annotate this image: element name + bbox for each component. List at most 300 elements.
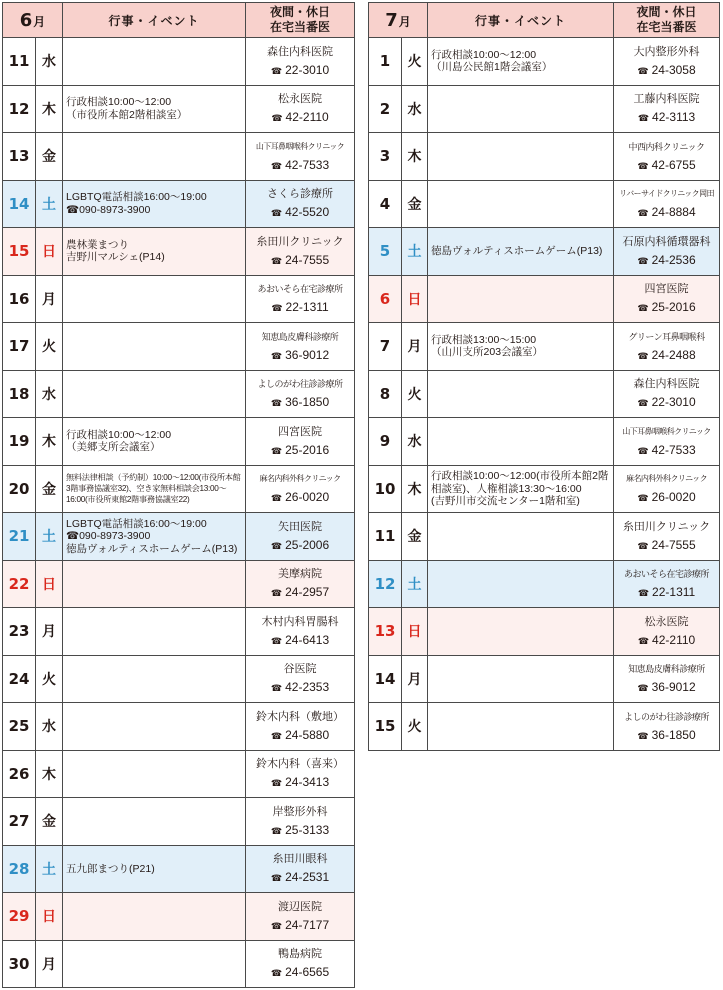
- event-text: 五九郎まつり(P21): [66, 862, 155, 875]
- doctor-phone: [246, 488, 354, 507]
- weekday: 土: [36, 180, 63, 228]
- day-row: [369, 180, 720, 228]
- telephone-icon: ☎: [637, 635, 650, 646]
- event-text: LGBTQ電話相談16:00～19:00 ☎090-8973-3900: [66, 191, 207, 216]
- event-text: 行政相談10:00～12:00 （美郷支所会議室）: [66, 428, 172, 454]
- weekday: 金: [36, 465, 63, 513]
- doctor-name: あおいそら在宅診療所: [624, 569, 710, 580]
- doctor-phone: [614, 298, 719, 317]
- doctor-name: 鈴木内科（喜来）: [256, 758, 345, 771]
- doctor-name: 松永医院: [644, 615, 689, 628]
- doctor-name: 山下耳鼻咽喉科クリニック: [255, 141, 345, 151]
- event-cell: [63, 750, 246, 798]
- day-row: [369, 38, 720, 86]
- day-number: 5: [369, 228, 402, 276]
- weekday: 水: [402, 418, 428, 466]
- day-row: [369, 608, 720, 656]
- weekday: 金: [402, 513, 428, 561]
- day-row: [369, 275, 720, 323]
- on-duty-doctor-cell: [614, 608, 720, 656]
- doctor-phone: [246, 203, 354, 222]
- telephone-icon: ☎: [270, 445, 283, 456]
- weekday: 日: [402, 275, 428, 323]
- weekday: 木: [402, 465, 428, 513]
- day-number: 12: [3, 85, 36, 133]
- day-row: [3, 465, 355, 513]
- phone-number: 42-5520: [285, 205, 330, 220]
- event-text: 行政相談13:00～15:00 （山川支所203会議室）: [431, 333, 544, 359]
- day-number: 22: [3, 560, 36, 608]
- day-number: 11: [369, 513, 402, 561]
- on-duty-doctor-cell: [246, 845, 355, 893]
- july-table-body: [369, 38, 720, 751]
- weekday: 火: [402, 38, 428, 86]
- doctor-name: さくら診療所: [267, 188, 334, 201]
- doctor-name: 知恵島皮膚科診療所: [261, 331, 339, 342]
- doctor-phone: [246, 583, 354, 602]
- event-cell: [63, 703, 246, 751]
- on-duty-doctor-cell: [246, 133, 355, 181]
- doctor-name: 糸田川クリニック: [622, 520, 711, 533]
- on-duty-doctor-cell: [246, 513, 355, 561]
- doctor-phone: [246, 963, 354, 982]
- july-month-header: [369, 3, 428, 38]
- event-cell: [63, 798, 246, 846]
- event-cell: [428, 133, 614, 181]
- phone-number: 24-7555: [651, 537, 696, 552]
- telephone-icon: ☎: [270, 873, 283, 884]
- phone-number: 22-1311: [652, 585, 696, 600]
- weekday: 土: [402, 228, 428, 276]
- phone-number: 24-8884: [651, 205, 696, 220]
- event-cell: [428, 608, 614, 656]
- on-duty-doctor-cell: [614, 85, 720, 133]
- day-number: 18: [3, 370, 36, 418]
- doctor-header-line1: 夜間・休日: [636, 5, 697, 19]
- doctor-name: 山下耳鼻咽喉科クリニック: [622, 426, 711, 436]
- doctor-column-header: [246, 3, 355, 38]
- telephone-icon: ☎: [637, 398, 649, 409]
- event-cell: [63, 370, 246, 418]
- weekday: 火: [402, 370, 428, 418]
- day-number: 29: [3, 893, 36, 941]
- doctor-phone: [246, 678, 354, 697]
- day-row: [3, 370, 355, 418]
- doctor-phone: [246, 916, 354, 935]
- on-duty-doctor-cell: [246, 893, 355, 941]
- event-cell: [428, 180, 614, 228]
- doctor-phone: [246, 726, 354, 745]
- telephone-icon: ☎: [270, 255, 283, 266]
- event-cell: [63, 85, 246, 133]
- telephone-icon: ☎: [637, 683, 649, 694]
- telephone-icon: ☎: [270, 825, 283, 836]
- weekday: 火: [402, 703, 428, 751]
- event-cell: [428, 418, 614, 466]
- doctor-phone: [614, 536, 719, 555]
- phone-number: 24-7555: [285, 252, 330, 267]
- weekday: 金: [36, 798, 63, 846]
- day-number: 26: [3, 750, 36, 798]
- june-month-header: [3, 3, 63, 38]
- doctor-header-line2: 在宅当番医: [270, 20, 331, 34]
- doctor-phone: [614, 108, 719, 127]
- day-number: 14: [369, 655, 402, 703]
- day-row: [369, 370, 720, 418]
- event-cell: [428, 275, 614, 323]
- day-row: [369, 133, 720, 181]
- day-number: 30: [3, 940, 36, 988]
- june-table-body: [3, 38, 355, 988]
- telephone-icon: ☎: [637, 113, 650, 124]
- on-duty-doctor-cell: [614, 38, 720, 86]
- on-duty-doctor-cell: [614, 180, 720, 228]
- telephone-icon: ☎: [270, 683, 283, 694]
- on-duty-doctor-cell: [246, 323, 355, 371]
- doctor-column-header: [614, 3, 720, 38]
- event-text: LGBTQ電話相談16:00～19:00 ☎090-8973-3900 徳島ヴォルティスホームゲーム(P13): [66, 517, 238, 555]
- doctor-name: 糸田川眼科: [272, 853, 328, 866]
- weekday: 日: [36, 560, 63, 608]
- doctor-name: 工藤内科医院: [633, 93, 700, 106]
- day-number: 13: [369, 608, 402, 656]
- on-duty-doctor-cell: [614, 133, 720, 181]
- doctor-phone: [246, 346, 354, 365]
- on-duty-doctor-cell: [246, 608, 355, 656]
- day-number: 28: [3, 845, 36, 893]
- telephone-icon: ☎: [270, 540, 283, 551]
- doctor-name: 木村内科胃腸科: [261, 615, 339, 628]
- phone-number: 24-2488: [651, 347, 696, 362]
- day-row: [3, 180, 355, 228]
- on-duty-doctor-cell: [614, 513, 720, 561]
- day-row: [3, 418, 355, 466]
- phone-number: 42-7533: [651, 442, 696, 457]
- weekday: 木: [36, 418, 63, 466]
- doctor-name: 麻名内科外科クリニック: [259, 474, 341, 484]
- telephone-icon: ☎: [637, 208, 649, 219]
- event-cell: [63, 275, 246, 323]
- phone-number: 24-5880: [285, 727, 330, 742]
- event-cell: [63, 513, 246, 561]
- phone-number: 36-9012: [651, 680, 696, 695]
- on-duty-doctor-cell: [614, 370, 720, 418]
- telephone-icon: ☎: [270, 588, 283, 599]
- on-duty-doctor-cell: [246, 750, 355, 798]
- doctor-name: あおいそら在宅診療所: [257, 284, 343, 295]
- event-cell: [63, 655, 246, 703]
- on-duty-doctor-cell: [246, 655, 355, 703]
- doctor-phone: [614, 251, 719, 270]
- doctor-phone: [614, 61, 719, 80]
- telephone-icon: ☎: [270, 65, 283, 76]
- day-row: [3, 560, 355, 608]
- doctor-name: 森住内科医院: [633, 378, 700, 391]
- telephone-icon: ☎: [637, 493, 649, 504]
- telephone-icon: ☎: [270, 730, 283, 741]
- day-row: [369, 228, 720, 276]
- telephone-icon: ☎: [271, 113, 283, 124]
- on-duty-doctor-cell: [246, 370, 355, 418]
- on-duty-doctor-cell: [246, 275, 355, 323]
- day-row: [3, 513, 355, 561]
- phone-number: 24-2536: [651, 252, 696, 267]
- on-duty-doctor-cell: [246, 560, 355, 608]
- weekday: 木: [36, 750, 63, 798]
- on-duty-doctor-cell: [246, 38, 355, 86]
- doctor-phone: [246, 156, 354, 175]
- doctor-phone: [246, 536, 354, 555]
- day-number: 21: [3, 513, 36, 561]
- doctor-name: 大内整形外科: [633, 45, 700, 58]
- weekday: 月: [36, 940, 63, 988]
- day-row: [3, 798, 355, 846]
- doctor-name: 渡辺医院: [278, 900, 323, 913]
- weekday: 水: [402, 85, 428, 133]
- on-duty-doctor-cell: [614, 465, 720, 513]
- on-duty-doctor-cell: [614, 228, 720, 276]
- month-unit: 月: [398, 14, 411, 29]
- doctor-name: 美摩病院: [278, 568, 323, 581]
- telephone-icon: ☎: [637, 303, 649, 314]
- doctor-name: 四宮医院: [644, 283, 689, 296]
- doctor-phone: [246, 61, 354, 80]
- weekday: 土: [402, 560, 428, 608]
- doctor-phone: [246, 821, 354, 840]
- doctor-name: 中西内科クリニック: [628, 141, 705, 152]
- on-duty-doctor-cell: [614, 418, 720, 466]
- day-row: [3, 655, 355, 703]
- doctor-name: よしのがわ往診診療所: [624, 711, 710, 722]
- phone-number: 24-7177: [285, 917, 330, 932]
- doctor-phone: [614, 156, 719, 175]
- weekday: 日: [36, 893, 63, 941]
- event-cell: [63, 560, 246, 608]
- doctor-phone: [614, 203, 719, 222]
- event-cell: [63, 228, 246, 276]
- weekday: 金: [402, 180, 428, 228]
- june-header-row: [3, 3, 355, 38]
- doctor-phone: [246, 631, 354, 650]
- june-schedule-table: [2, 2, 355, 988]
- day-number: 13: [3, 133, 36, 181]
- on-duty-doctor-cell: [246, 85, 355, 133]
- doctor-phone: [246, 868, 354, 887]
- phone-number: 24-2531: [285, 870, 330, 885]
- day-number: 27: [3, 798, 36, 846]
- weekday: 水: [36, 38, 63, 86]
- weekday: 水: [36, 703, 63, 751]
- day-row: [369, 513, 720, 561]
- on-duty-doctor-cell: [614, 560, 720, 608]
- on-duty-doctor-cell: [246, 465, 355, 513]
- doctor-phone: [614, 631, 719, 650]
- day-row: [3, 703, 355, 751]
- telephone-icon: ☎: [270, 968, 283, 979]
- telephone-icon: ☎: [270, 493, 283, 504]
- doctor-name: 鴨島病院: [278, 948, 323, 961]
- phone-number: 24-6565: [285, 965, 330, 980]
- doctor-name: グリーン耳鼻咽喉科: [628, 331, 705, 342]
- phone-number: 25-3133: [285, 822, 330, 837]
- july-schedule-table: [368, 2, 720, 751]
- event-text: 徳島ヴォルティスホームゲーム(P13): [431, 245, 603, 257]
- doctor-name: よしのがわ往診診療所: [257, 379, 343, 390]
- event-cell: [428, 703, 614, 751]
- june-month-number: 6: [19, 9, 33, 31]
- weekday: 火: [36, 323, 63, 371]
- day-row: [3, 940, 355, 988]
- telephone-icon: ☎: [270, 208, 283, 219]
- day-row: [369, 560, 720, 608]
- day-number: 11: [3, 38, 36, 86]
- event-cell: [63, 418, 246, 466]
- weekday: 日: [402, 608, 428, 656]
- event-cell: [63, 845, 246, 893]
- phone-number: 24-3058: [651, 62, 696, 77]
- event-cell: [63, 608, 246, 656]
- event-cell: [63, 465, 246, 513]
- weekday: 金: [36, 133, 63, 181]
- july-header-row: [369, 3, 720, 38]
- day-number: 6: [369, 275, 402, 323]
- phone-number: 24-6413: [285, 632, 330, 647]
- day-row: [369, 323, 720, 371]
- phone-number: 42-2110: [285, 110, 329, 125]
- telephone-icon: ☎: [270, 160, 283, 171]
- event-cell: [428, 85, 614, 133]
- day-number: 15: [369, 703, 402, 751]
- day-number: 10: [369, 465, 402, 513]
- telephone-icon: ☎: [270, 635, 283, 646]
- day-row: [3, 85, 355, 133]
- event-cell: [428, 228, 614, 276]
- telephone-icon: ☎: [637, 588, 650, 599]
- doctor-name: 石原内科循環器科: [622, 235, 711, 248]
- day-row: [369, 418, 720, 466]
- doctor-phone: [614, 678, 719, 697]
- day-row: [3, 845, 355, 893]
- day-number: 3: [369, 133, 402, 181]
- telephone-icon: ☎: [637, 445, 649, 456]
- phone-number: 25-2006: [285, 537, 330, 552]
- phone-number: 36-1850: [285, 395, 330, 410]
- doctor-phone: [246, 393, 354, 412]
- month-unit: 月: [33, 14, 46, 29]
- doctor-name: リバーサイドクリニック岡田: [619, 189, 714, 199]
- day-number: 24: [3, 655, 36, 703]
- telephone-icon: ☎: [637, 730, 649, 741]
- weekday: 月: [36, 608, 63, 656]
- event-cell: [63, 180, 246, 228]
- telephone-icon: ☎: [270, 398, 283, 409]
- doctor-name: 鈴木内科（敷地）: [256, 710, 345, 723]
- day-row: [3, 893, 355, 941]
- event-cell: [428, 655, 614, 703]
- telephone-icon: ☎: [637, 350, 649, 361]
- day-number: 16: [3, 275, 36, 323]
- day-number: 17: [3, 323, 36, 371]
- doctor-phone: [246, 251, 354, 270]
- doctor-phone: [614, 583, 719, 602]
- doctor-phone: [614, 488, 719, 507]
- weekday: 土: [36, 845, 63, 893]
- phone-number: 42-3113: [652, 110, 696, 125]
- event-text: 行政相談10:00～12:00 （川島公民館1階会議室）: [431, 48, 553, 74]
- phone-number: 25-2016: [651, 300, 696, 315]
- day-number: 20: [3, 465, 36, 513]
- telephone-icon: ☎: [270, 350, 283, 361]
- phone-number: 22-3010: [285, 62, 330, 77]
- doctor-phone: [246, 108, 354, 127]
- day-row: [369, 703, 720, 751]
- day-row: [369, 655, 720, 703]
- telephone-icon: ☎: [270, 920, 283, 931]
- event-cell: [428, 465, 614, 513]
- event-column-header: 行事・イベント: [63, 3, 246, 38]
- doctor-phone: [614, 346, 719, 365]
- day-number: 23: [3, 608, 36, 656]
- weekday: 土: [36, 513, 63, 561]
- day-row: [3, 38, 355, 86]
- phone-number: 26-0020: [651, 490, 696, 505]
- doctor-header-line1: 夜間・休日: [270, 5, 331, 19]
- july-month-number: 7: [385, 9, 398, 31]
- day-row: [369, 85, 720, 133]
- day-number: 25: [3, 703, 36, 751]
- doctor-name: 糸田川クリニック: [256, 235, 344, 248]
- event-text: 無料法律相談（予約制）10:00～12:00(市役所本館3階事務協議室32)、空き家無料相談会13:00～16:00(市役所東館2階事務協議室22): [66, 473, 241, 505]
- event-cell: [428, 513, 614, 561]
- day-number: 4: [369, 180, 402, 228]
- phone-number: 42-7533: [285, 157, 330, 172]
- phone-number: 22-3010: [651, 395, 696, 410]
- event-cell: [428, 370, 614, 418]
- doctor-header-line2: 在宅当番医: [636, 20, 697, 34]
- telephone-icon: ☎: [637, 65, 649, 76]
- telephone-icon: ☎: [270, 778, 283, 789]
- on-duty-doctor-cell: [246, 798, 355, 846]
- on-duty-doctor-cell: [246, 228, 355, 276]
- phone-number: 36-1850: [651, 727, 696, 742]
- day-number: 12: [369, 560, 402, 608]
- weekday: 火: [36, 655, 63, 703]
- doctor-name: 谷医院: [283, 663, 317, 676]
- day-row: [3, 133, 355, 181]
- weekday: 木: [402, 133, 428, 181]
- event-text: 行政相談10:00～12:00(市役所本館2階相談室)、人権相談13:30～16:00 (吉野川市交流センター1階和室): [431, 470, 609, 507]
- day-row: [3, 323, 355, 371]
- weekday: 日: [36, 228, 63, 276]
- event-cell: [63, 323, 246, 371]
- on-duty-doctor-cell: [614, 275, 720, 323]
- phone-number: 24-2957: [285, 585, 330, 600]
- day-number: 8: [369, 370, 402, 418]
- doctor-phone: [246, 441, 354, 460]
- day-number: 15: [3, 228, 36, 276]
- on-duty-doctor-cell: [614, 655, 720, 703]
- day-number: 1: [369, 38, 402, 86]
- phone-number: 24-3413: [285, 775, 330, 790]
- doctor-phone: [246, 773, 354, 792]
- event-cell: [428, 560, 614, 608]
- event-cell: [63, 893, 246, 941]
- day-row: [3, 750, 355, 798]
- phone-number: 42-2110: [652, 632, 696, 647]
- doctor-name: 麻名内科外科クリニック: [626, 474, 707, 484]
- phone-number: 42-6755: [651, 157, 696, 172]
- doctor-phone: [614, 441, 719, 460]
